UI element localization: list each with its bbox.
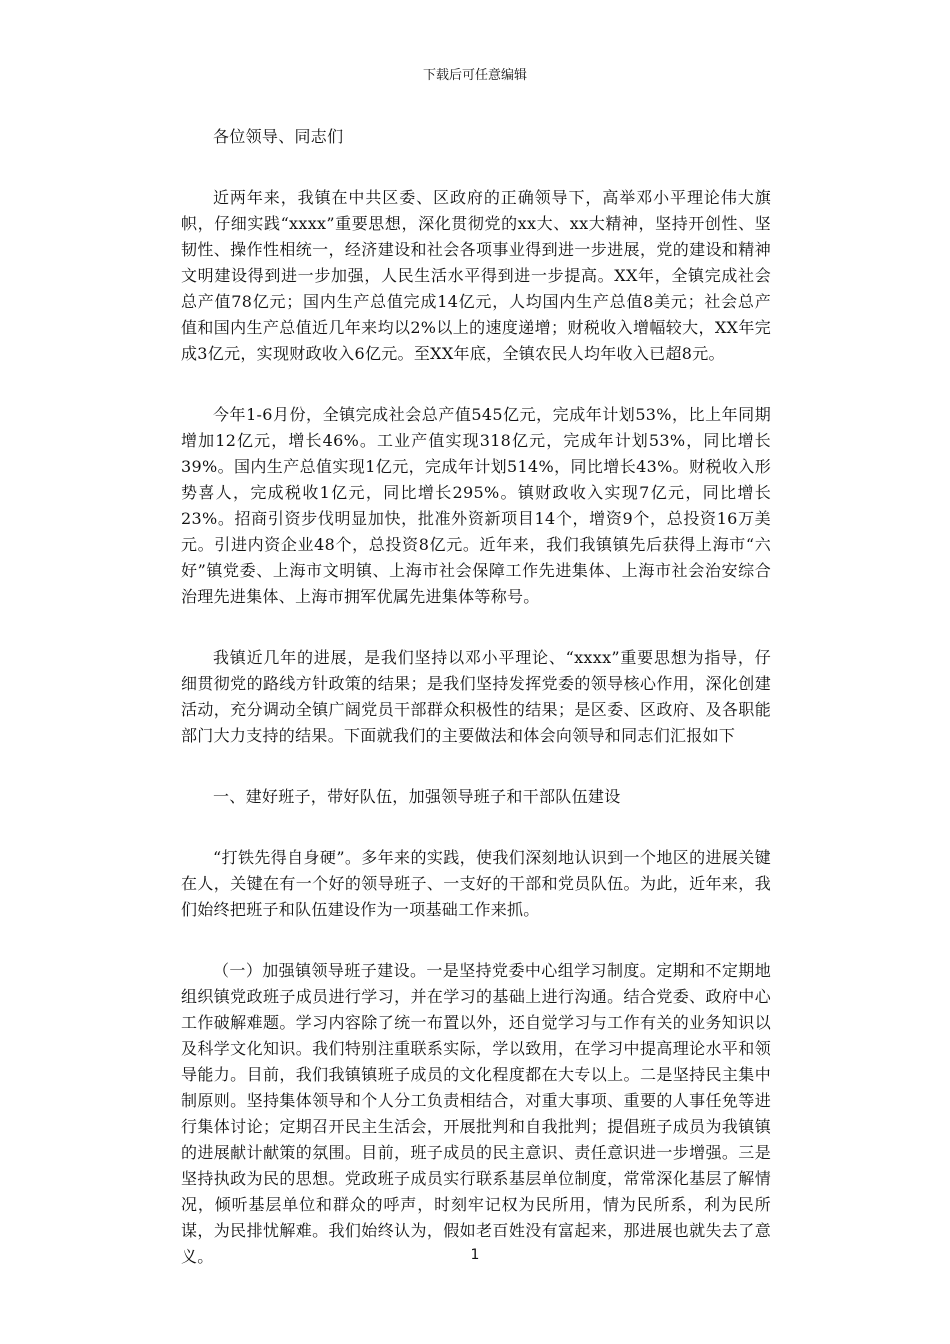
paragraph-leadership-building: （一）加强镇领导班子建设。一是坚持党委中心组学习制度。定期和不定期地组织镇党政班子成员进行学习，并在学习的基础上进行沟通。结合党委、政府中心工作破解难题。学习内容除了统一布置以外，还自觉学习与工作有关的业务知识以及科学文化知识。我们特别注重联系实际，学以致用，在学习中提高理论水平和领导能力。目前，我们我镇镇班子成员的文化程度都在大专以上。二是坚持民主集中制原则。坚持集体领导和个人分工负责相结合，对重大事项、重要的人事任免等进行集体讨论；定期召开民主生活会，开展批判和自我批判；提倡班子成员为我镇镇的进展献计献策的氛围。目前，班子成员的民主意识、责任意识进一步增强。三是坚持执政为民的思想。党政班子成员实行联系基层单位制度，常常深化基层了解情况，倾听基层单位和群众的呼声，时刻牢记权为民所用，情为民所系，利为民所谋，为民排忧解难。我们始终认为，假如老百姓没有富起来，那进展也就失去了意义。 <box>181 961 771 1266</box>
page-number: 1 <box>470 1247 480 1263</box>
document-body <box>181 124 771 1305</box>
header-note: 下载后可任意编辑 <box>422 68 527 83</box>
paragraph-section-intro: “打铁先得自身硬”。多年来的实践，使我们深刻地认识到一个地区的进展关键在人，关键在有一个好的领导班子、一支好的干部和党员队伍。为此，近年来，我们始终把班子和队伍建设作为一项基础工作来抓。 <box>181 848 771 919</box>
paragraph-overview: 近两年来，我镇在中共区委、区政府的正确领导下，高举邓小平理论伟大旗帜，仔细实践“xxxx”重要思想，深化贯彻党的xx大、xx大精神，坚持开创性、坚韧性、操作性相统一，经济建设和社会各项事业得到进一步进展，党的建设和精神文明建设得到进一步加强，人民生活水平得到进一步提高。XX年，全镇完成社会总产值78亿元；国内生产总值完成14亿元，人均国内生产总值8美元；社会总产值和国内生产总值近几年来均以2%以上的速度递增；财税收入增幅较大，XX年完成3亿元，实现财政收入6亿元。至XX年底，全镇农民人均年收入已超8元。 <box>181 188 771 363</box>
paragraph-half-year-results: 今年1-6月份，全镇完成社会总产值545亿元，完成年计划53%，比上年同期增加12亿元，增长46%。工业产值实现318亿元，完成年计划53%，同比增长39%。国内生产总值实现1亿元，完成年计划514%，同比增长43%。财税收入形势喜人，完成税收1亿元，同比增长295%。镇财政收入实现7亿元，同比增长23%。招商引资步伐明显加快，批准外资新项目14个，增资9个，总投资16万美元。引进内资企业48个，总投资8亿元。近年来，我们我镇镇先后获得上海市“六好”镇党委、上海市文明镇、上海市社会保障工作先进集体、上海市社会治安综合治理先进集体、上海市拥军优属先进集体等称号。 <box>181 405 771 606</box>
paragraph-reasons: 我镇近几年的进展，是我们坚持以邓小平理论、“xxxx”重要思想为指导，仔细贯彻党的路线方针政策的结果；是我们坚持发挥党委的领导核心作用，深化创建活动，充分调动全镇广阔党员干部群众积极性的结果；是区委、区政府、及各职能部门大力支持的结果。下面就我们的主要做法和体会向领导和同志们汇报如下 <box>181 648 771 745</box>
section-heading: 一、建好班子，带好队伍，加强领导班子和干部队伍建设 <box>213 787 621 806</box>
salutation: 各位领导、同志们 <box>213 127 344 146</box>
